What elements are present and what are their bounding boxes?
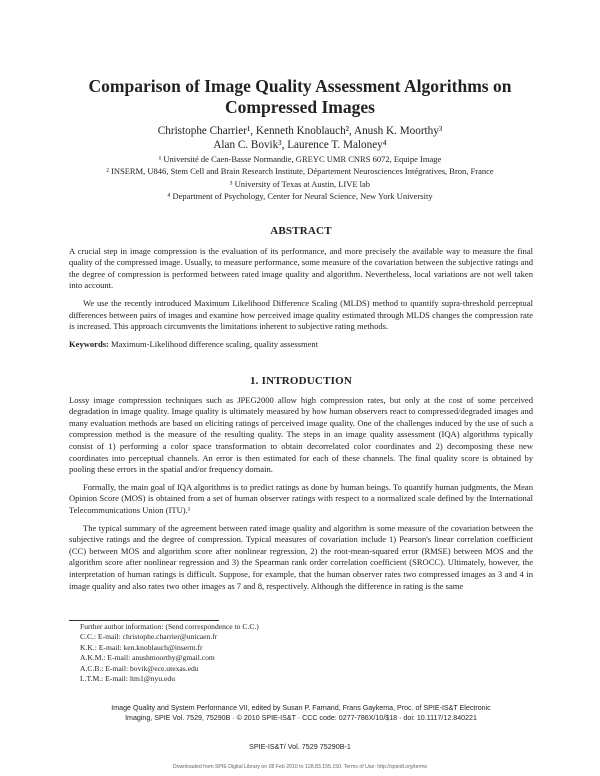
intro-paragraph-3: The typical summary of the agreement between rated image quality and algorithm is some measure of the covariation between the subjective ratings and the degree of compression. Typical measures of covariation include 1) Pearson's linear correlation coefficient (CC) between MOS and algorithm score after nonlinear regression, 2) the root-mean-squared error (RMSE) between MOS and the algorithm score after nonlinear regression and 3) the Spearman rank order correlation coefficient (SROCC). Ultimately, however, the interpretation of human ratings is difficult. Suppose, for example, that the human observer rates two compressed images as 3 and 4 in image quality and also rates two other images as 7 and 8, respectively. Although the difference in rating is the same [69,522,533,591]
affiliation-1: ¹ Université de Caen-Basse Normandie, GREYC UMR CNRS 6072, Equipe Image [158,154,442,164]
intro-paragraph-2: Formally, the main goal of IQA algorithms is to predict ratings as done by human beings. To quantify human judgments, the Mean Opinion Score (MOS) is obtained from a set of human observer ratings with respect to a normalized scale defined by the International Telecommunications Union (ITU).¹ [69,481,533,515]
author-list [40,124,560,152]
title-line-1: Comparison of Image Quality Assessment Algorithms on [88,76,512,96]
footnote-line: Further author information: (Send correspondence to C.C.) [80,622,259,631]
affiliation-2: ² INSERM, U846, Stem Cell and Brain Research Institute, Département Neurosciences Intégratives, Bron, France [106,166,494,177]
footnote-line: A.K.M.: E-mail: anushmoorthy@gmail.com [80,653,215,663]
abstract-paragraph-2: We use the recently introduced Maximum Likelihood Difference Scaling (MLDS) method to quantify supra-threshold perceptual differences between pairs of images and examine how perceived image quality estimated through MLDS changes the compression rate is increased. This approach circumvents the limitations inherent to subjective rating methods. [69,297,533,332]
footnote-line: C.C.: E-mail: christophe.charrier@unicaen.fr [80,632,218,642]
footnote-rule [69,620,219,621]
download-notice: Downloaded from SPIE Digital Library on 08 Feb 2010 to 128.83.155.150. Terms of Use: http://spiedl.org/terms [172,764,428,770]
keywords [69,339,533,351]
abstract-paragraph-1: A crucial step in image compression is the evaluation of its performance, and more precisely the available way to measure the final quality of the compressed image. Usually, to measure performance, some measure of the covariation between the subjective ratings and the degree of compression is performed between rated image quality and algorithm. Nevertheless, local variations are not well taken into account. [69,245,533,291]
footnotes [80,622,259,684]
proceedings-line-2: Imaging, SPIE Vol. 7529, 75290B · © 2010 SPIE-IS&T · CCC code: 0277-786X/10/$18 · doi: 10.1117/12.840221 [125,713,477,722]
proceedings-line-1: Image Quality and System Performance VII, edited by Susan P. Farnand, Frans Gaykema, Proc. of SPIE-IS&T Electronic [111,704,491,712]
title-line-2: Compressed Images [225,97,375,117]
intro-paragraph-1: Lossy image compression techniques such as JPEG2000 allow high compression rates, but only at the cost of some perceived degradation in image quality. Image quality is ultimately measured by how human observers react to compressed/degraded images and many evaluation methods are based on eliciting ratings of perceived image quality. One of the challenges induced by the use of such a compression method is the measure of the resulting quality. The steps in an image quality assessment (IQA) algorithms typically consist of 1) performing a color space transformation to obtain decorrelated color coordinates and 2) decomposing these new coordinates into perceptual channels. An error is then estimated for each of these channels. The final quality score is obtained by pooling these errors in the spatial and/or frequency domain. [69,394,533,475]
keywords-text: Maximum-Likelihood difference scaling, quality assessment [111,338,319,349]
authors-line-2: Alan C. Bovik³, Laurence T. Maloney⁴ [213,139,387,151]
introduction-heading: 1. INTRODUCTION [249,375,352,387]
footnote-line: K.K.: E-mail: ken.knoblauch@inserm.fr [80,642,203,652]
paper-title [40,76,560,118]
footnote-line: A.C.B.: E-mail: bovik@ece.utexas.edu [80,663,199,673]
introduction-section [69,376,533,598]
keywords-label: Keywords: [69,338,109,349]
proceedings-info [86,704,516,723]
affiliation-3: ³ University of Texas at Austin, LIVE lab [229,178,371,189]
affiliations [40,153,560,203]
authors-line-1: Christophe Charrier¹, Kenneth Knoblauch², Anush K. Moorthy³ [157,125,443,137]
abstract-section [69,226,533,356]
page-number: SPIE-IS&T/ Vol. 7529 75290B-1 [249,742,351,751]
footnote-line: L.T.M.: E-mail: ltm1@nyu.edu [80,674,176,684]
abstract-heading: ABSTRACT [270,225,332,237]
affiliation-4: ⁴ Department of Psychology, Center for Neural Science, New York University [167,191,433,202]
